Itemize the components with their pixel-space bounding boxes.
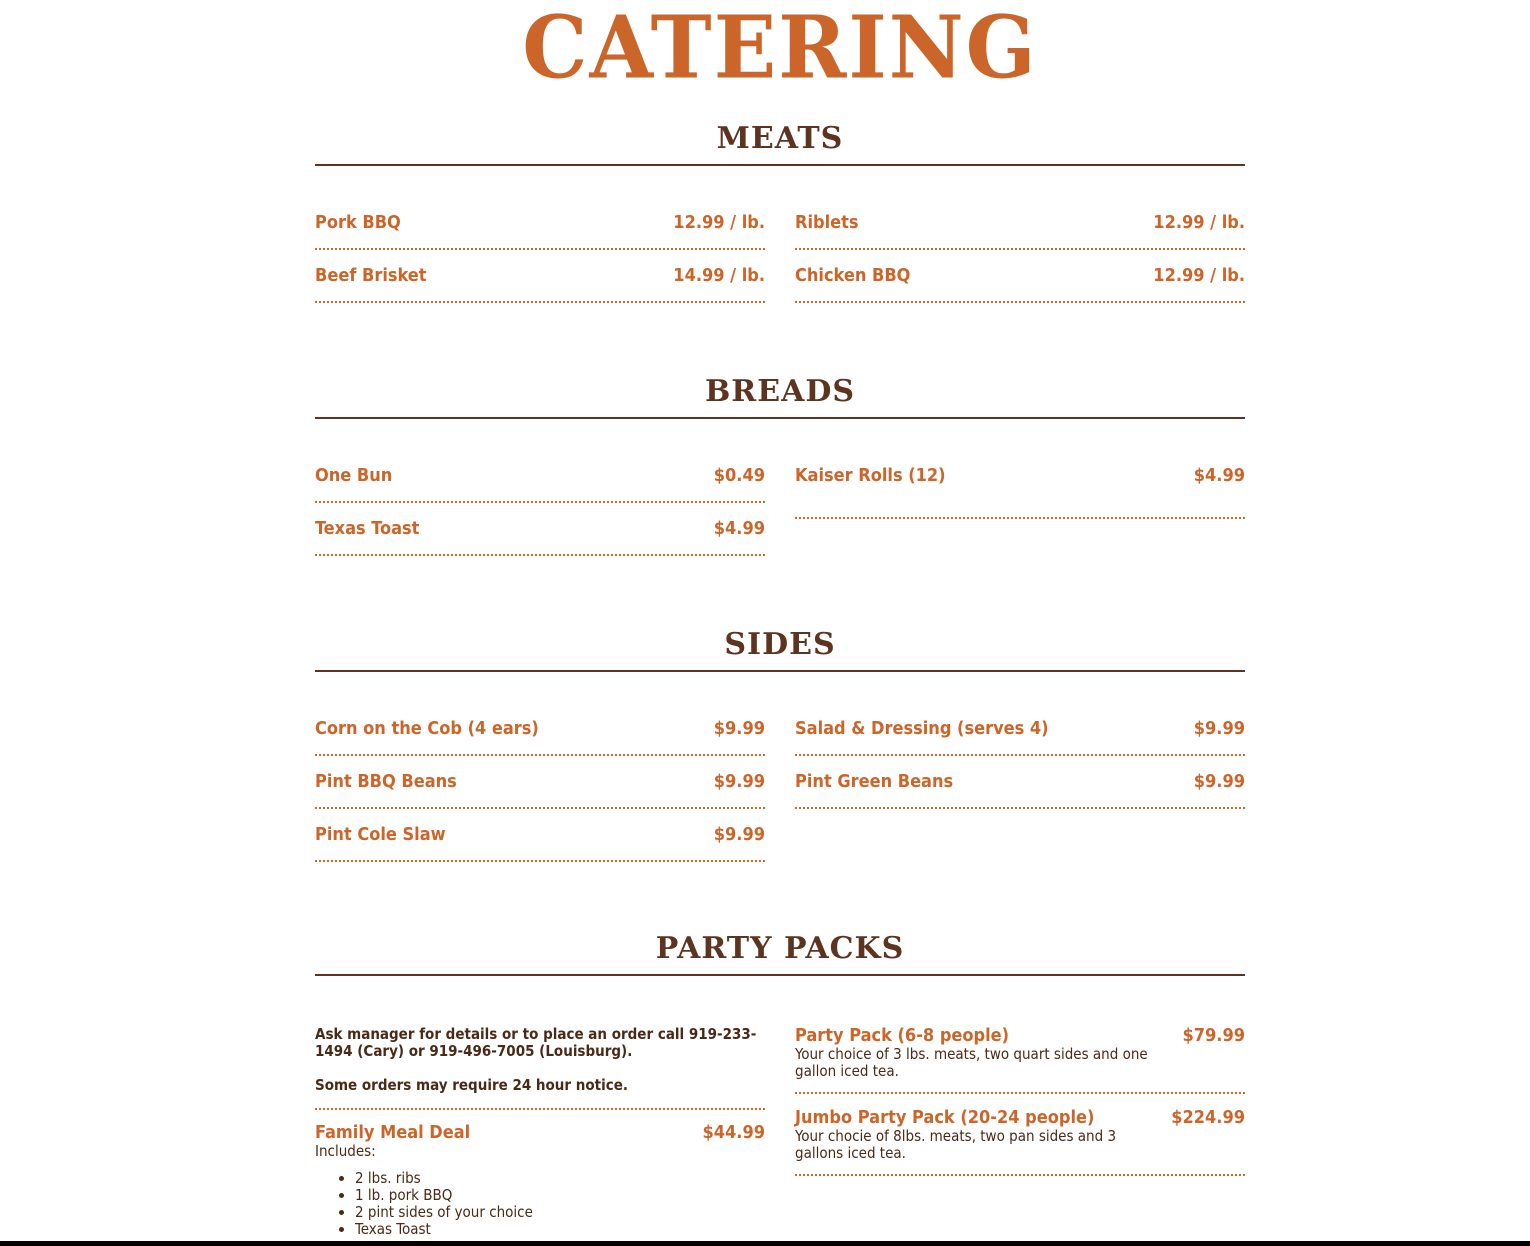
- order-notice-text: Some orders may require 24 hour notice.: [315, 1076, 629, 1094]
- item-name: Salad & Dressing (serves 4): [795, 718, 1049, 739]
- menu-item: [315, 265, 765, 303]
- menu-item: [795, 212, 1245, 250]
- party-pack-item: [795, 1108, 1245, 1176]
- item-name: Pint BBQ Beans: [315, 771, 457, 792]
- item-name: One Bun: [315, 465, 393, 486]
- item-price: $44.99: [702, 1122, 765, 1143]
- item-price: $9.99: [1193, 718, 1245, 739]
- bottom-border: [0, 1241, 1530, 1246]
- includes-label: Includes:: [315, 1142, 376, 1160]
- breads-left-column: [315, 465, 765, 571]
- party-pack-item: [795, 1026, 1245, 1094]
- page-title: CATERING: [522, 0, 1038, 99]
- section-heading-party-packs: PARTY PACKS: [315, 924, 1245, 976]
- party-packs-left-column: [315, 1026, 765, 1238]
- list-item: • 2 lbs. ribs: [355, 1170, 765, 1187]
- item-name: Family Meal Deal: [315, 1122, 471, 1143]
- item-price: 12.99 / lb.: [1153, 265, 1245, 286]
- item-price: 12.99 / lb.: [673, 212, 765, 233]
- menu-item: [315, 718, 765, 756]
- menu-item: [795, 465, 1245, 519]
- item-name: Chicken BBQ: [795, 265, 911, 286]
- section-heading-breads: BREADS: [315, 367, 1245, 419]
- item-description: Your chocie of 8lbs. meats, two pan sides and 3 gallons iced tea.: [795, 1127, 1117, 1162]
- menu-item: [315, 212, 765, 250]
- item-price: $0.49: [713, 465, 765, 486]
- item-name: Party Pack (6-8 people): [795, 1025, 1010, 1046]
- menu-item: [795, 771, 1245, 809]
- item-price: 12.99 / lb.: [1153, 212, 1245, 233]
- meats-right-column: [795, 212, 1245, 318]
- party-packs-section: [315, 924, 1245, 1238]
- menu-item: [315, 824, 765, 862]
- item-price: $4.99: [1193, 465, 1245, 486]
- order-notice: [315, 1026, 765, 1110]
- item-name: Pint Green Beans: [795, 771, 954, 792]
- includes-list: [315, 1170, 765, 1238]
- item-name: Pint Cole Slaw: [315, 824, 446, 845]
- sides-section: [315, 620, 1245, 845]
- list-item: • Texas Toast: [355, 1221, 765, 1238]
- item-price: $9.99: [713, 771, 765, 792]
- meats-section: [315, 114, 1245, 286]
- section-heading-meats: MEATS: [315, 114, 1245, 166]
- item-name: Beef Brisket: [315, 265, 427, 286]
- breads-section: [315, 367, 1245, 539]
- item-price: $4.99: [713, 518, 765, 539]
- item-price: $224.99: [1171, 1107, 1245, 1128]
- item-price: $9.99: [713, 824, 765, 845]
- breads-right-column: [795, 465, 1245, 534]
- section-heading-sides: SIDES: [315, 620, 1245, 672]
- menu-item: [315, 771, 765, 809]
- list-item: • 1 lb. pork BBQ: [355, 1187, 765, 1204]
- sides-left-column: [315, 718, 765, 877]
- meats-left-column: [315, 212, 765, 318]
- item-price: 14.99 / lb.: [673, 265, 765, 286]
- item-name: Riblets: [795, 212, 859, 233]
- party-packs-right-column: [795, 1026, 1245, 1191]
- item-name: Kaiser Rolls (12): [795, 465, 946, 486]
- item-price: $79.99: [1182, 1025, 1245, 1046]
- family-meal-deal: [315, 1123, 765, 1238]
- item-price: $9.99: [713, 718, 765, 739]
- menu-item: [795, 718, 1245, 756]
- list-item: • 2 pint sides of your choice: [355, 1204, 765, 1221]
- item-name: Texas Toast: [315, 518, 420, 539]
- menu-item: [315, 518, 765, 556]
- item-name: Corn on the Cob (4 ears): [315, 718, 539, 739]
- sides-right-column: [795, 718, 1245, 824]
- menu-item: [795, 265, 1245, 303]
- item-description: Your choice of 3 lbs. meats, two quart sides and one gallon iced tea.: [795, 1045, 1148, 1080]
- item-price: $9.99: [1193, 771, 1245, 792]
- item-name: Pork BBQ: [315, 212, 401, 233]
- menu-item: [315, 465, 765, 503]
- order-contact-text: Ask manager for details or to place an order call 919-233-1494 (Cary) or 919-496-7005 (Louisburg).: [315, 1025, 757, 1060]
- item-name: Jumbo Party Pack (20-24 people): [795, 1107, 1095, 1128]
